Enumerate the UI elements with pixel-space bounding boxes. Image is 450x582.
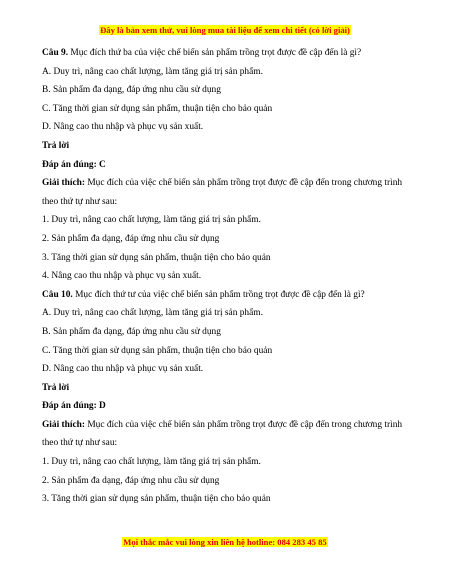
question-9-correct-answer: Đáp án đúng: C <box>42 159 106 170</box>
question-10-list-item-3: 3. Tăng thời gian sử dụng sản phẩm, thuận tiện cho bảo quản <box>42 494 271 505</box>
question-9-answer-heading: Trả lời <box>42 140 70 151</box>
question-10-option-a: A. Duy trì, nâng cao chất lượng, làm tăng giá trị sản phẩm. <box>42 308 263 319</box>
hotline-banner <box>0 537 450 547</box>
question-9-list-item-3: 3. Tăng thời gian sử dụng sản phẩm, thuận tiện cho bảo quản <box>42 252 271 263</box>
question-10-text: Mục đích thứ tư của việc chế biến sản phẩm trồng trọt được đề cập đến là gì? <box>72 289 365 300</box>
question-9-option-a: A. Duy trì, nâng cao chất lượng, làm tăng giá trị sản phẩm. <box>42 66 263 77</box>
question-10-list-item-2: 2. Sản phẩm đa dạng, đáp ứng nhu cầu sử dụng <box>42 475 220 486</box>
question-9-option-d: D. Nâng cao thu nhập và phục vụ sản xuất. <box>42 122 204 133</box>
question-9-option-c: C. Tăng thời gian sử dụng sản phẩm, thuận tiện cho bảo quản <box>42 103 273 114</box>
question-9-explanation-label: Giải thích: <box>42 178 85 189</box>
hotline-text: Mọi thắc mắc vui lòng xin liên hệ hotline: 084 283 45 85 <box>123 537 327 547</box>
question-10-correct-answer: Đáp án đúng: D <box>42 401 106 412</box>
question-9-text: Mục đích thứ ba của việc chế biến sản phẩm trồng trọt được đề cập đến là gì? <box>68 48 362 58</box>
question-10-option-c: C. Tăng thời gian sử dụng sản phẩm, thuận tiện cho bảo quản <box>42 345 273 356</box>
preview-notice-text: Đây là bản xem thử, vui lòng mua tài liệu để xem chi tiết (có lời giải) <box>100 25 350 35</box>
question-9-explanation-text: Mục đích của việc chế biến sản phẩm trồng trọt được đề cập đến trong chương trình theo thứ tự như sau: <box>42 178 403 207</box>
question-10-explanation-label: Giải thích: <box>42 419 85 430</box>
question-10-explanation <box>42 416 414 453</box>
question-9-list-item-4: 4. Nâng cao thu nhập và phục vụ sản xuất. <box>42 271 202 282</box>
question-10 <box>42 286 414 305</box>
question-9-list-item-2: 2. Sản phẩm đa dạng, đáp ứng nhu cầu sử dụng <box>42 233 220 244</box>
question-10-answer-heading: Trả lời <box>42 382 70 393</box>
question-10-label: Câu 10. <box>42 289 73 300</box>
question-9-explanation <box>42 174 414 211</box>
question-9-label: Câu 9. <box>42 48 69 58</box>
question-9-option-b: B. Sản phẩm đa dạng, đáp ứng nhu cầu sử dụng <box>42 85 221 96</box>
preview-notice-banner <box>0 25 450 35</box>
question-10-list-item-1: 1. Duy trì, nâng cao chất lượng, làm tăng giá trị sản phẩm. <box>42 457 261 468</box>
question-10-option-d: D. Nâng cao thu nhập và phục vụ sản xuất. <box>42 364 204 375</box>
question-10-option-b: B. Sản phẩm đa dạng, đáp ứng nhu cầu sử dụng <box>42 326 221 337</box>
question-10-explanation-text: Mục đích của việc chế biến sản phẩm trồng trọt được đề cập đến trong chương trình theo thứ tự như sau: <box>42 419 403 449</box>
document-body <box>42 44 414 509</box>
question-9 <box>42 44 414 63</box>
question-9-list-item-1: 1. Duy trì, nâng cao chất lượng, làm tăng giá trị sản phẩm. <box>42 215 261 226</box>
